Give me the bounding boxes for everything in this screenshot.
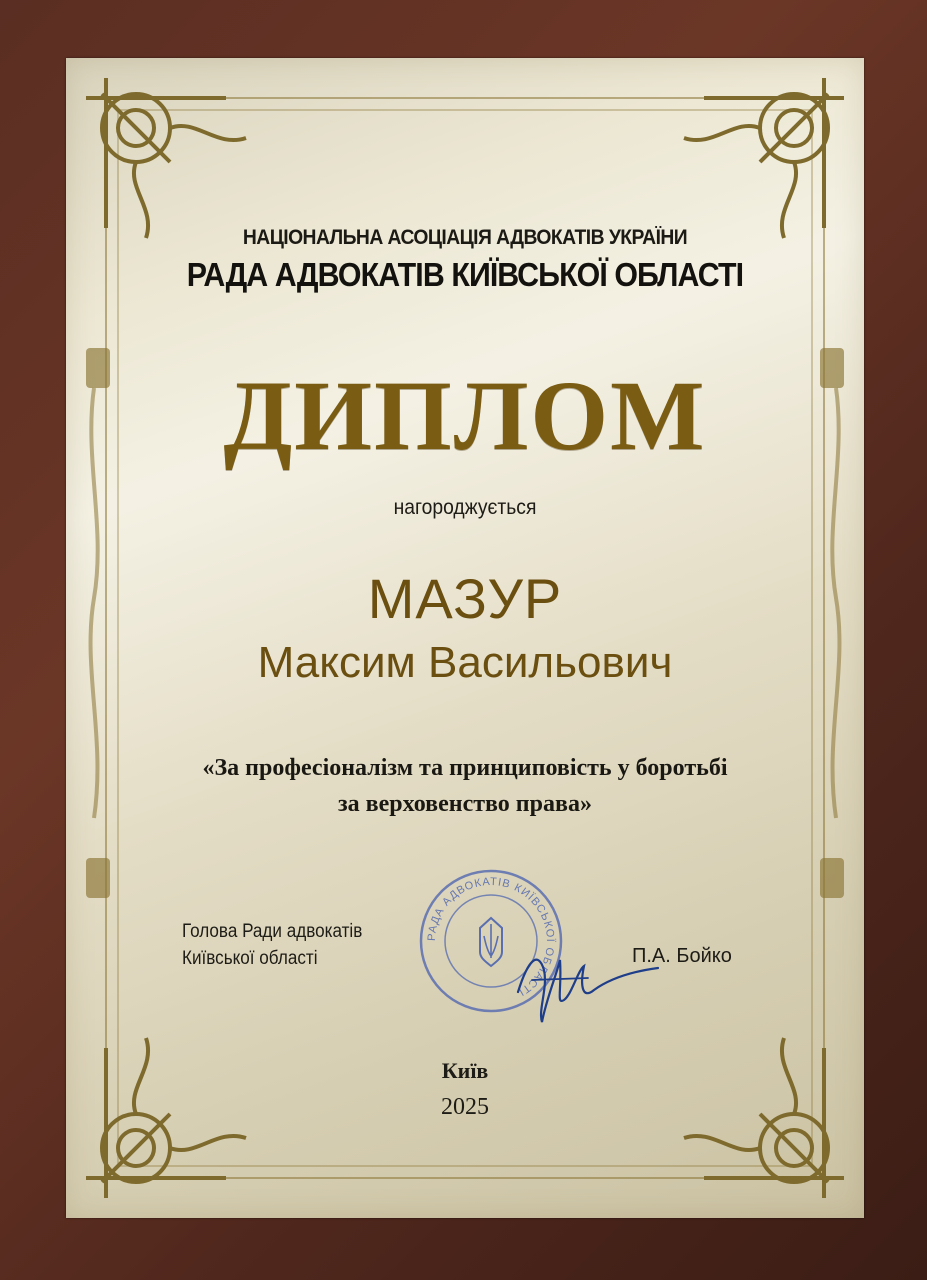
stamp-text: РАДА АДВОКАТІВ КИЇВСЬКОЇ ОБЛАСТІ	[425, 875, 557, 999]
signatory-position-line-1: Голова Ради адвокатів	[182, 921, 363, 942]
council-name: РАДА АДВОКАТІВ КИЇВСЬКОЇ ОБЛАСТІ	[186, 256, 744, 293]
diploma-plate	[66, 58, 864, 1218]
recipient-given-names: Максим Васильович	[257, 638, 673, 687]
recipient-surname: МАЗУР	[367, 567, 563, 630]
issue-city: Київ	[441, 1058, 489, 1083]
corner-ornament-top-right	[684, 78, 844, 238]
motto-line-2: за верховенство права»	[338, 791, 592, 817]
issue-year: 2025	[441, 1094, 489, 1120]
organization-name: НАЦІОНАЛЬНА АСОЦІАЦІЯ АДВОКАТІВ УКРАЇНИ	[242, 226, 688, 249]
awarded-text: нагороджується	[393, 496, 537, 519]
corner-ornament-top-left	[86, 78, 246, 238]
signatory-name: П.А. Бойко	[632, 945, 732, 967]
signatory-position-line-2: Київської області	[182, 948, 318, 969]
motto-line-1: «За професіоналізм та принциповість у боротьбі	[202, 755, 728, 781]
award-motto	[66, 750, 864, 822]
signatory-position	[182, 918, 362, 972]
diploma-title: ДИПЛОМ	[223, 360, 707, 471]
